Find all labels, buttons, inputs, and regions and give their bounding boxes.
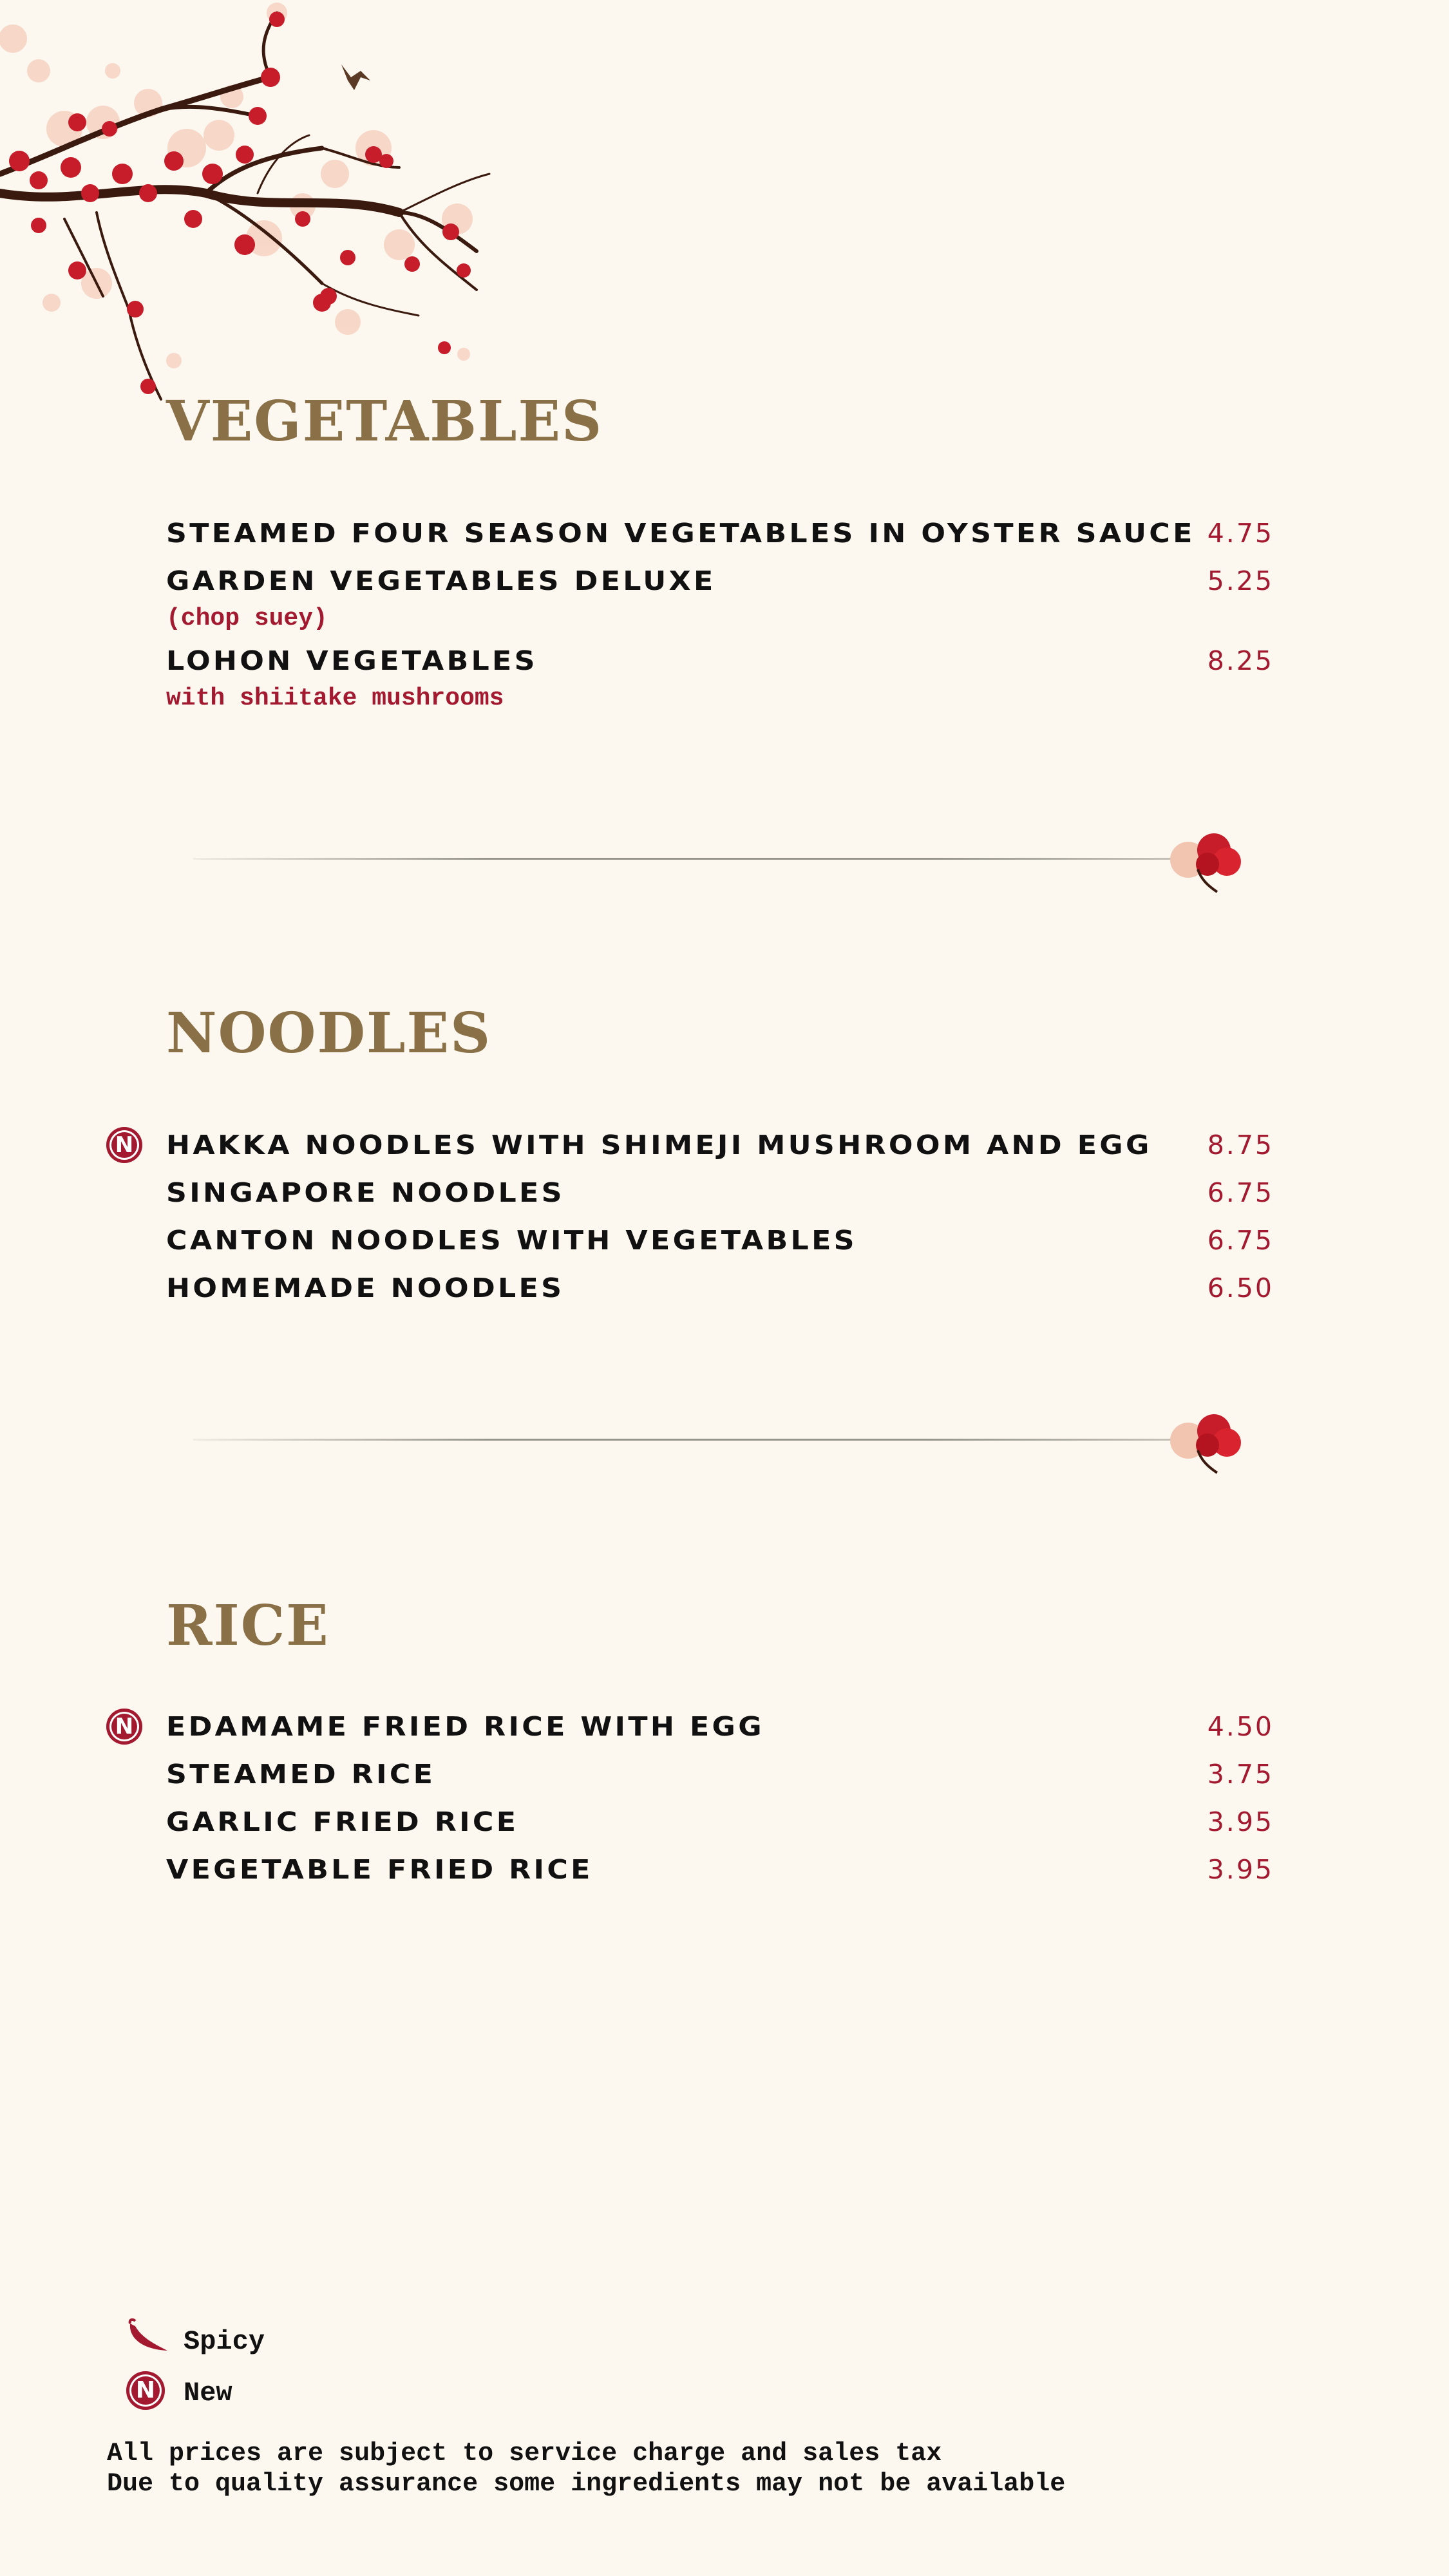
menu-item xyxy=(166,520,1274,565)
menu-item-name: HOMEMADE NOODLES xyxy=(166,1273,565,1303)
menu-item-price: 8.75 xyxy=(1207,1130,1274,1160)
menu-item xyxy=(166,1761,1274,1806)
blossom-icon xyxy=(1170,1414,1241,1473)
menu-item-price: 3.75 xyxy=(1207,1759,1274,1790)
menu-item-price: 3.95 xyxy=(1207,1854,1274,1885)
menu-item-price: 6.75 xyxy=(1207,1177,1274,1208)
menu-item xyxy=(166,1227,1274,1273)
menu-item xyxy=(166,565,1274,632)
menu-item-price: 8.25 xyxy=(1207,645,1274,676)
section-title-vegetables: VEGETABLES xyxy=(166,389,603,454)
menu-item-name: EDAMAME FRIED RICE WITH EGG xyxy=(166,1711,764,1742)
menu-item-price: 6.50 xyxy=(1207,1273,1274,1303)
menu-item-price: 6.75 xyxy=(1207,1225,1274,1256)
menu-item xyxy=(166,1275,1274,1320)
new-badge-icon: N xyxy=(106,1709,142,1745)
menu-item-description: with shiitake mushrooms xyxy=(166,685,504,712)
note-line-prices: All prices are subject to service charge and sales tax xyxy=(107,2439,942,2468)
cherry-blossom-branch-icon xyxy=(0,0,515,419)
menu-item xyxy=(166,645,1274,712)
note-line-ingredients: Due to quality assurance some ingredients may not be available xyxy=(107,2470,1066,2499)
menu-item xyxy=(166,1854,1274,1902)
section-title-rice: RICE xyxy=(166,1593,330,1658)
chili-pepper-icon xyxy=(122,2318,174,2357)
menu-item-price: 5.25 xyxy=(1207,565,1274,596)
menu-item-name: CANTON NOODLES WITH VEGETABLES xyxy=(166,1225,857,1256)
menu-item-price: 4.75 xyxy=(1207,518,1274,549)
legend-label-spicy: Spicy xyxy=(184,2326,265,2357)
footer-notes xyxy=(107,2439,1065,2499)
menu-item-price: 3.95 xyxy=(1207,1806,1274,1837)
menu-item xyxy=(166,1806,1274,1854)
menu-item xyxy=(115,1711,1274,1759)
menu-item-name: HAKKA NOODLES WITH SHIMEJI MUSHROOM AND EGG xyxy=(166,1130,1152,1160)
menu-item xyxy=(115,1130,1274,1177)
menu-item-name: LOHON VEGETABLES xyxy=(166,645,538,676)
legend-label-new: New xyxy=(184,2378,232,2409)
menu-item-price: 4.50 xyxy=(1207,1711,1274,1742)
menu-item xyxy=(166,1177,1274,1225)
new-badge-icon: N xyxy=(126,2371,165,2410)
menu-item-name: SINGAPORE NOODLES xyxy=(166,1177,565,1208)
menu-item-description: (chop suey) xyxy=(166,605,328,632)
section-divider xyxy=(193,824,1249,895)
menu-item-name: GARLIC FRIED RICE xyxy=(166,1806,519,1837)
menu-item-name: GARDEN VEGETABLES DELUXE xyxy=(166,565,716,596)
menu-item-name: VEGETABLE FRIED RICE xyxy=(166,1854,593,1885)
section-divider xyxy=(193,1405,1249,1476)
new-badge-icon: N xyxy=(106,1127,142,1163)
blossom-icon xyxy=(1170,833,1241,892)
menu-item-name: STEAMED RICE xyxy=(166,1759,436,1790)
section-title-noodles: NOODLES xyxy=(166,1001,492,1066)
menu-item-name: STEAMED FOUR SEASON VEGETABLES IN OYSTER SAUCE xyxy=(166,518,1195,549)
